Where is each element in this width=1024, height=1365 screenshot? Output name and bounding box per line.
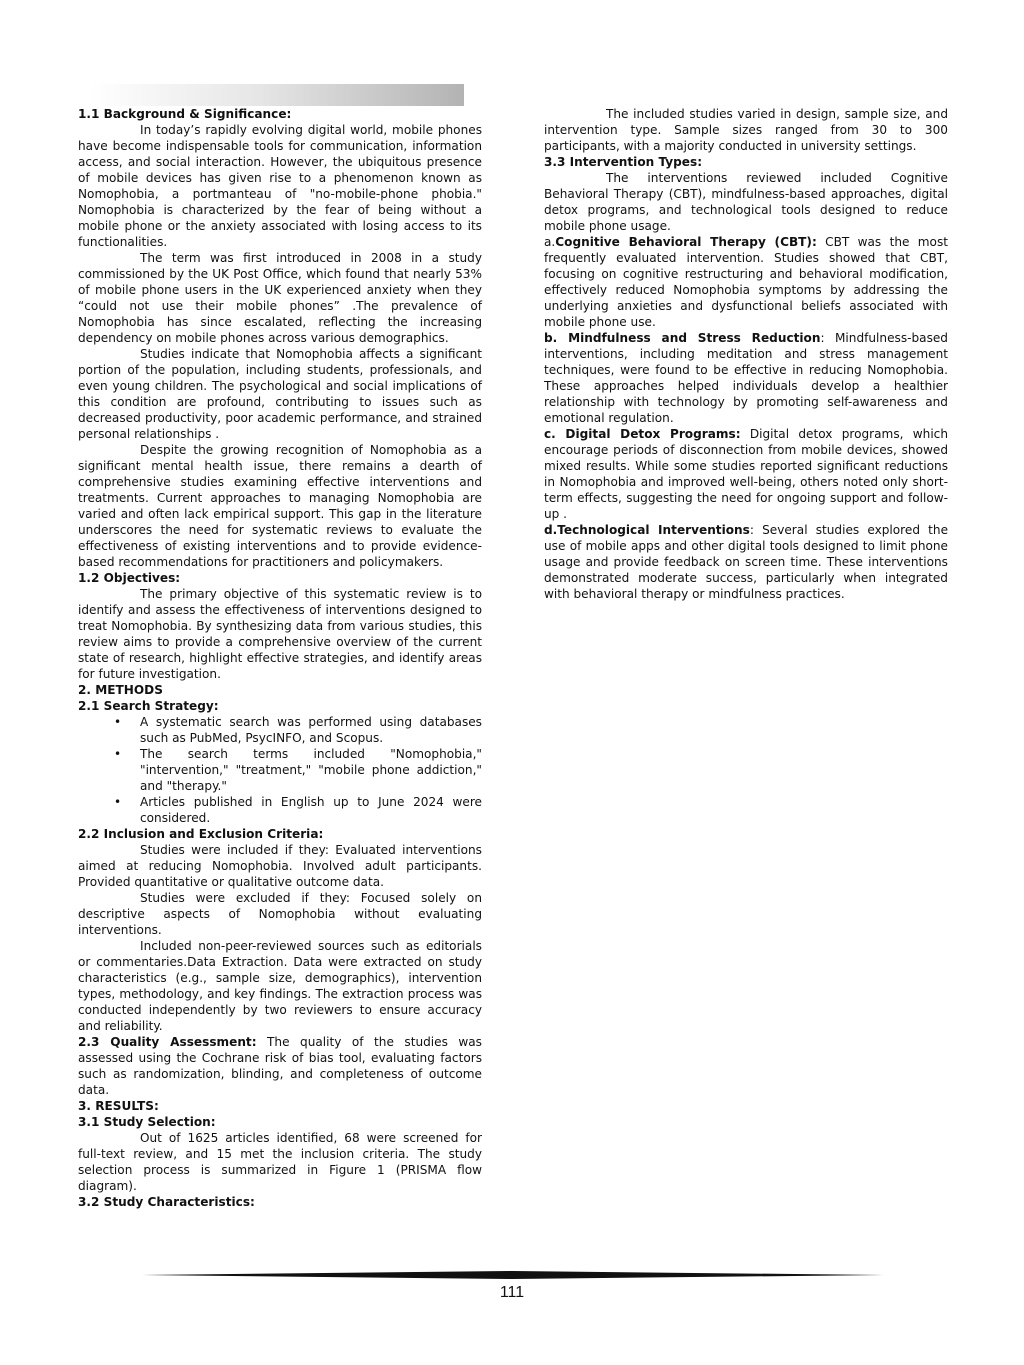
page-number: 111 bbox=[499, 1284, 525, 1301]
paragraph: The primary objective of this systematic review is to identify and assess the effectiveness of interventions designed to treat Nomophobia. By synthesizing data from various studies, this review aims to provide a comprehensive overview of the current state of research, highlight effective strategies, and identify areas for future investigation. bbox=[78, 587, 482, 681]
paragraph: Included non-peer-reviewed sources such as editorials or commentaries.Data Extraction. Data were extracted on study characteristics (e.g., sample size, demographics), intervention types, methodology, and key findings. The extraction process was conducted independently by two reviewers to ensure accuracy and reliability. bbox=[78, 939, 482, 1033]
paragraph: Out of 1625 articles identified, 68 were screened for full-text review, and 15 met the inclusion criteria. The study selection process is summarized in Figure 1 (PRISMA flow diagram). bbox=[78, 1131, 482, 1193]
paragraph-mindfulness bbox=[544, 330, 948, 426]
inline-heading: b. Mindfulness and Stress Reduction bbox=[544, 331, 821, 345]
paragraph: The term was first introduced in 2008 in a study commissioned by the UK Post Office, which found that nearly 53% of mobile phone users in the UK experienced anxiety when they “could not use their mobile phones” .The prevalence of Nomophobia has since escalated, reflecting the increasing dependency on mobile phones across various demographics. bbox=[78, 251, 482, 345]
inline-text: : Several studies explored the use of mobile apps and other digital tools designed to limit phone usage and provide feedback on screen time. These interventions demonstrated moderate success, particularly when integrated with behavioral therapy or mindfulness practices. bbox=[544, 523, 949, 601]
section-heading-background: 1.1 Background & Significance: bbox=[78, 107, 292, 121]
section-heading-results: 3. RESULTS: bbox=[78, 1099, 159, 1113]
inline-heading: 2.3 Quality Assessment: bbox=[78, 1035, 257, 1049]
list-item: • The search terms included "Nomophobia," "intervention," "treatment," "mobile phone addiction," and "therapy." bbox=[78, 746, 482, 794]
search-strategy-list bbox=[78, 714, 482, 826]
paragraph-cbt bbox=[544, 234, 948, 330]
paragraph: The interventions reviewed included Cognitive Behavioral Therapy (CBT), mindfulness-based approaches, digital detox programs, and technological tools designed to reduce mobile phone usage. bbox=[544, 171, 948, 233]
inline-text: Digital detox programs, which encourage periods of disconnection from mobile devices, showed mixed results. While some studies reported significant reductions in Nomophobia and improved well-being, others noted only short-term effects, suggesting the need for ongoing support and follow-up . bbox=[544, 427, 949, 521]
section-heading-objectives: 1.2 Objectives: bbox=[78, 571, 181, 585]
inline-text: : Mindfulness-based interventions, including meditation and stress management techniques, were found to be effective in reducing Nomophobia. These approaches helped individuals develop a healthier relationship with technology by promoting self-awareness and emotional regulation. bbox=[544, 331, 948, 425]
paragraph: In today’s rapidly evolving digital world, mobile phones have become indispensable tools for communication, information access, and social interaction. However, the ubiquitous presence of mobile devices has given rise to a phenomenon known as Nomophobia, a portmanteau of "no-mobile-phone phobia." Nomophobia is characterized by the fear of being without a mobile phone or the anxiety associated with losing access to its functionalities. bbox=[78, 123, 482, 249]
inline-heading: d.Technological Interventions bbox=[544, 523, 750, 537]
inline-heading: Cognitive Behavioral Therapy (CBT): bbox=[555, 235, 817, 249]
paragraph: Studies were included if they: Evaluated interventions aimed at reducing Nomophobia. Involved adult participants. Provided quantitative or qualitative outcome data. bbox=[78, 843, 482, 889]
section-heading-study-selection: 3.1 Study Selection: bbox=[78, 1115, 216, 1129]
paragraph: Studies were excluded if they: Focused solely on descriptive aspects of Nomophobia without evaluating interventions. bbox=[78, 891, 482, 937]
inline-heading: c. Digital Detox Programs: bbox=[544, 427, 741, 441]
header-gradient-bar bbox=[90, 84, 464, 106]
inline-prefix: a. bbox=[544, 235, 556, 249]
list-item: • A systematic search was performed using databases such as PubMed, PsycINFO, and Scopus. bbox=[78, 714, 482, 746]
inline-text: CBT was the most frequently evaluated intervention. Studies showed that CBT, focusing on cognitive restructuring and behavioral modification, effectively reduced Nomophobia symptoms by addressing the underlying anxieties and dysfunctional beliefs associated with mobile phone use. bbox=[544, 235, 949, 329]
paragraph: Studies indicate that Nomophobia affects a significant portion of the population, including students, professionals, and even young children. The psychological and social implications of this condition are profound, contributing to issues such as decreased productivity, poor academic performance, and strained personal relationships . bbox=[78, 347, 482, 441]
paragraph: The included studies varied in design, sample size, and intervention type. Sample sizes ranged from 30 to 300 participants, with a majority conducted in university settings. bbox=[544, 107, 948, 153]
paragraph-quality-assessment bbox=[78, 1034, 482, 1098]
section-heading-intervention-types: 3.3 Intervention Types: bbox=[544, 155, 703, 169]
list-item: • Articles published in English up to June 2024 were considered. bbox=[78, 794, 482, 826]
inline-text: The quality of the studies was assessed using the Cochrane risk of bias tool, evaluating factors such as randomization, blinding, and completeness of outcome data. bbox=[78, 1035, 482, 1097]
paragraph-digital-detox bbox=[544, 426, 948, 522]
left-column bbox=[78, 106, 482, 1210]
section-heading-search-strategy: 2.1 Search Strategy: bbox=[78, 699, 219, 713]
footer-rule bbox=[142, 1271, 884, 1279]
section-heading-study-characteristics: 3.2 Study Characteristics: bbox=[78, 1195, 255, 1209]
paragraph-technological bbox=[544, 522, 948, 602]
section-heading-methods: 2. METHODS bbox=[78, 683, 163, 697]
section-heading-inclusion-criteria: 2.2 Inclusion and Exclusion Criteria: bbox=[78, 827, 324, 841]
paragraph: Despite the growing recognition of Nomophobia as a significant mental health issue, there remains a dearth of comprehensive studies examining effective interventions and treatments. Current approaches to managing Nomophobia are varied and often lack empirical support. This gap in the literature underscores the need for systematic reviews to evaluate the effectiveness of existing interventions and to provide evidence-based recommendations for practitioners and policymakers. bbox=[78, 443, 482, 569]
right-column bbox=[544, 106, 948, 602]
